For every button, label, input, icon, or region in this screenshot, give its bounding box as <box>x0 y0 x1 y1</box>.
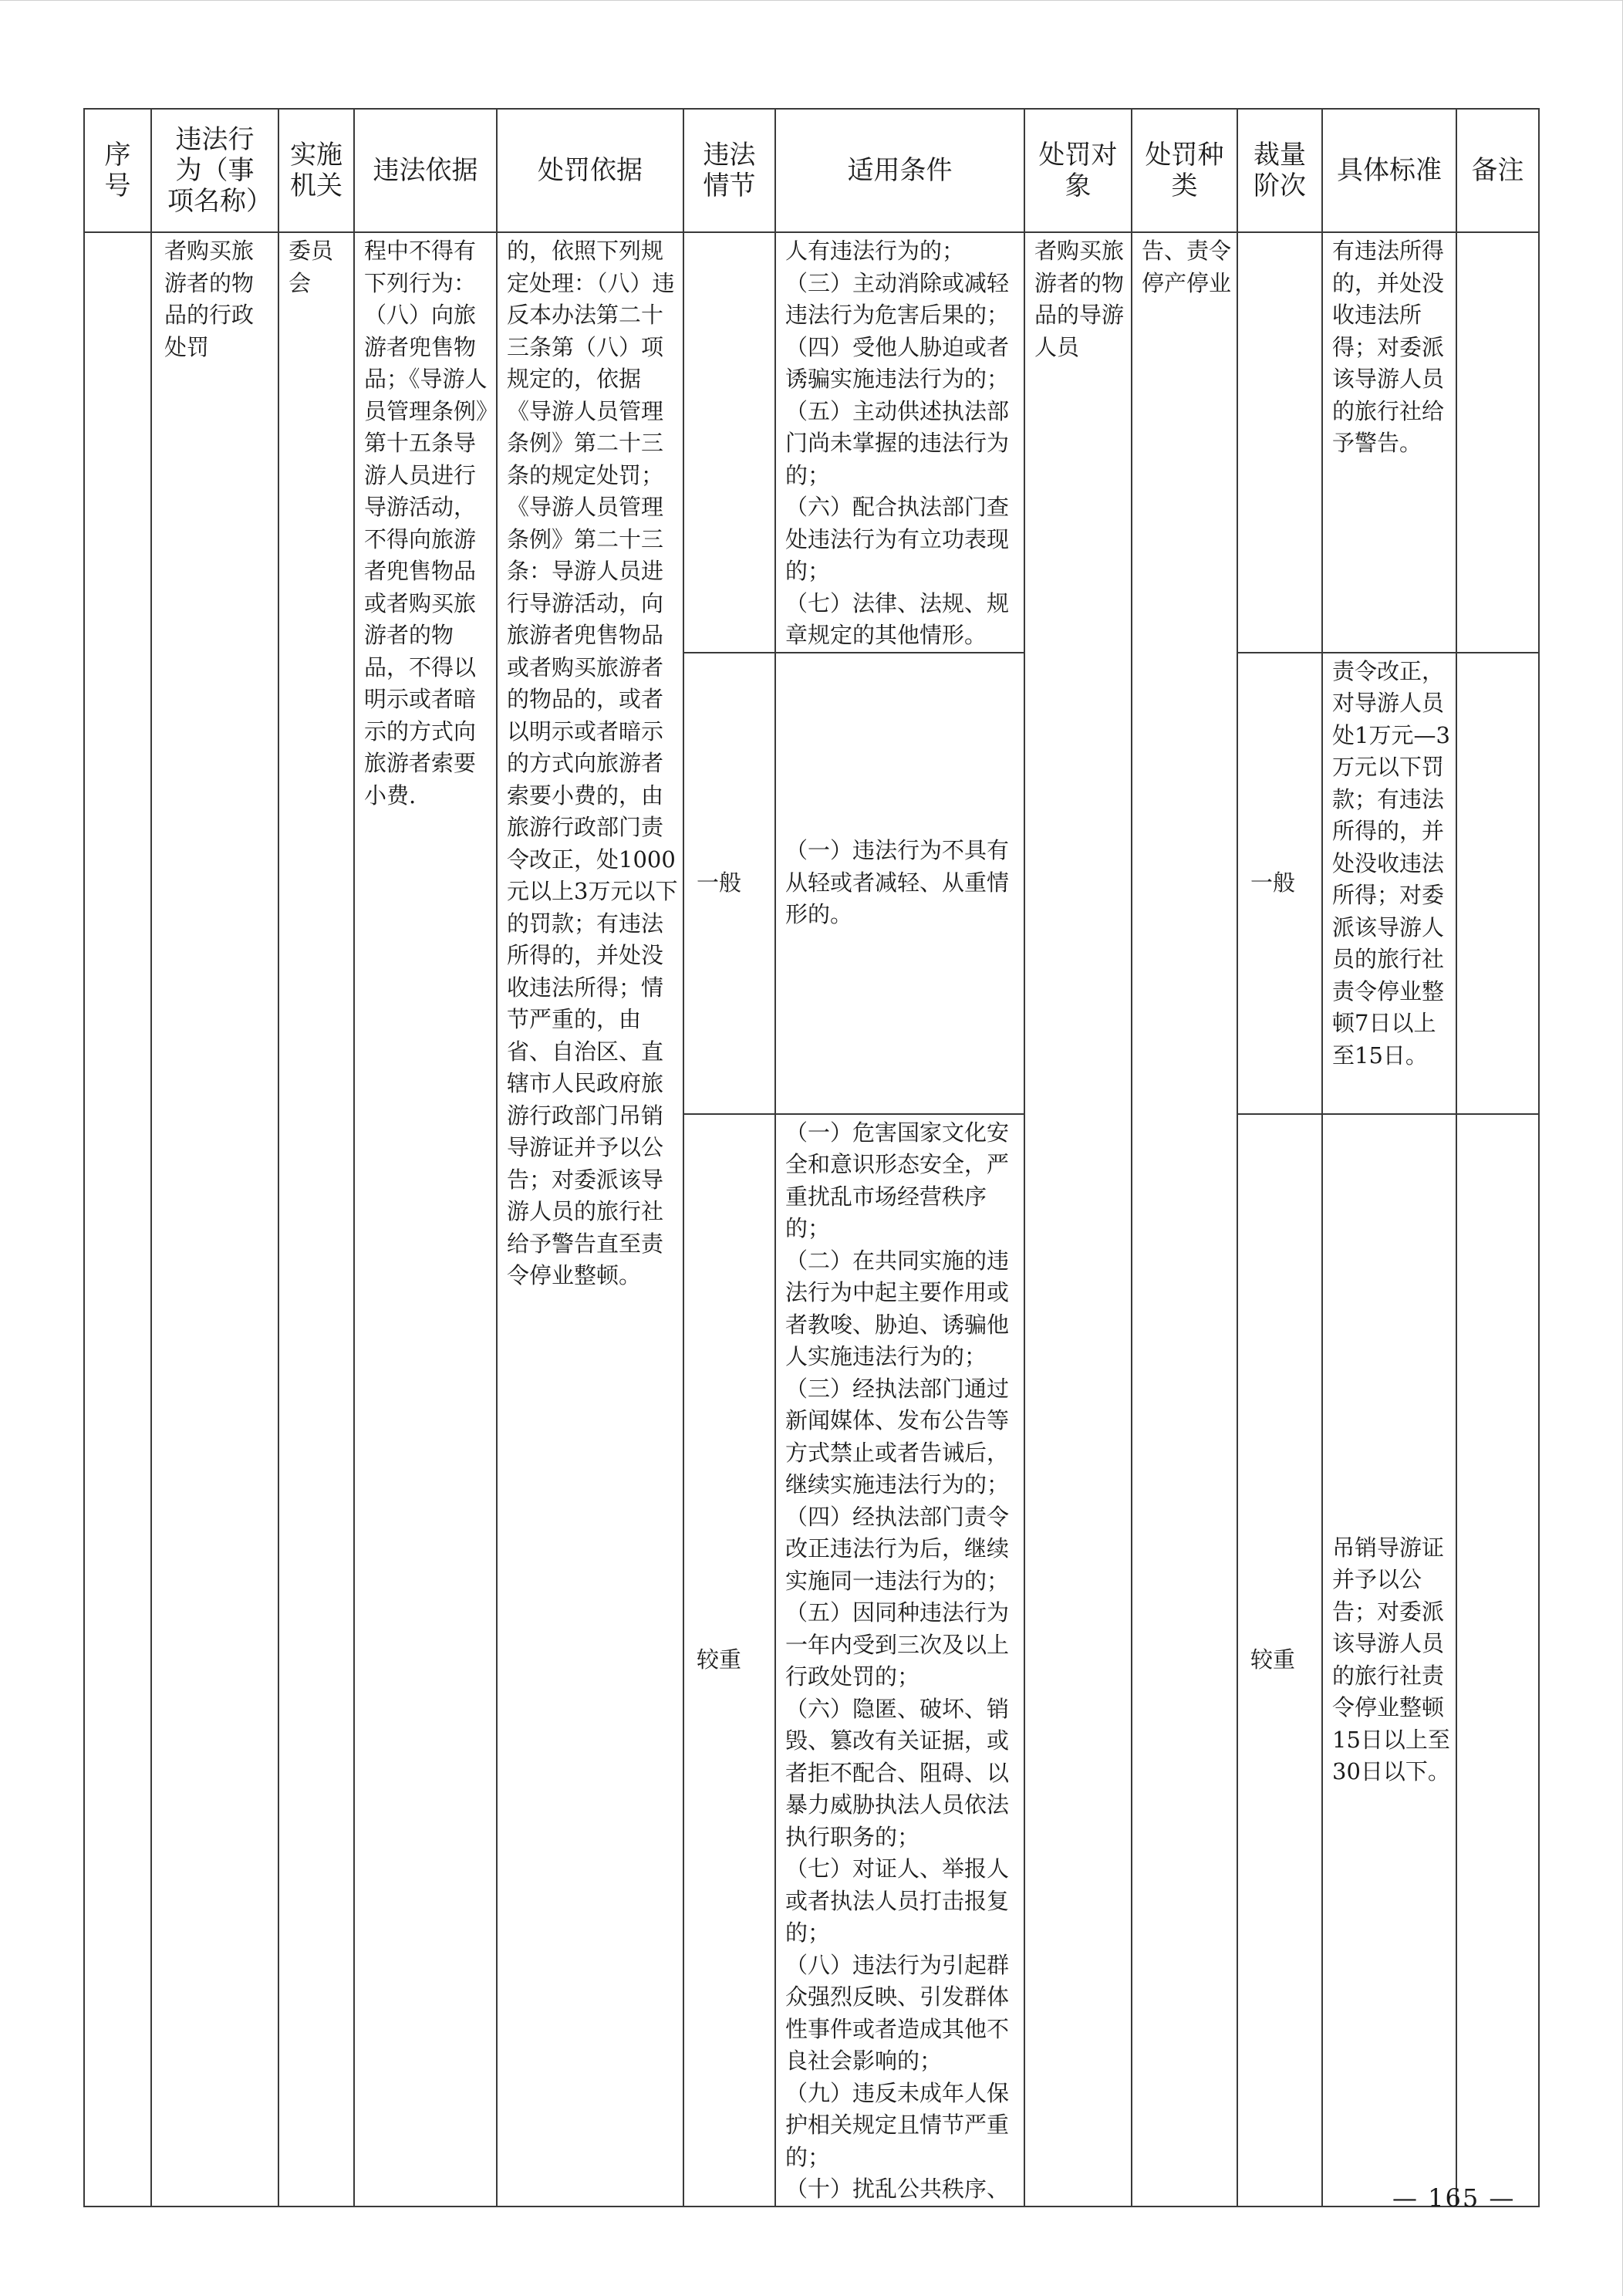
penalty-target-cell: 者购买旅游者的物品的导游人员 <box>1024 232 1132 2207</box>
header-penalty-target: 处罚对象 <box>1024 109 1132 232</box>
header-penalty-type: 处罚种类 <box>1132 109 1237 232</box>
remark-cell <box>1456 653 1539 1114</box>
discretion-level-cell: 一般 <box>1237 653 1322 1114</box>
conditions-cell <box>775 232 1024 653</box>
table-header-row <box>84 109 1539 232</box>
penalty-type-cell: 告、责令停产停业 <box>1132 232 1237 2207</box>
condition-item: （七）法律、法规、规章规定的其他情形。 <box>785 589 1010 648</box>
penalty-discretion-table <box>83 108 1540 2207</box>
header-violation-basis: 违法依据 <box>354 109 497 232</box>
specific-standard-cell: 有违法所得的，并处没收违法所得；对委派该导游人员的旅行社给予警告。 <box>1322 232 1456 653</box>
table-row <box>84 232 1539 653</box>
circumstance-cell <box>683 232 775 653</box>
specific-standard-cell: 吊销导游证并予以公告；对委派该导游人员的旅行社责令停业整顿15日以上至30日以下。 <box>1322 1114 1456 2207</box>
header-remark: 备注 <box>1456 109 1539 232</box>
violation-basis-cell: 程中不得有下列行为：（八）向旅游者兜售物品；《导游人员管理条例》第十五条导游人员进行导游活动，不得向旅游者兜售物品或者购买旅游者的物品，不得以明示或者暗示的方式向旅游者索要小费. <box>354 232 497 2207</box>
page-border-top <box>0 0 1623 1</box>
specific-standard-cell: 责令改正，对导游人员处1万元—3万元以下罚款；有违法所得的，并处没收违法所得；对委派该导游人员的旅行社责令停业整顿7日以上至15日。 <box>1322 653 1456 1114</box>
conditions-cell <box>775 653 1024 1114</box>
header-circumstance: 违法情节 <box>683 109 775 232</box>
condition-item: （七）对证人、举报人或者执法人员打击报复的； <box>785 1855 1010 1946</box>
authority-cell: 委员会 <box>278 232 354 2207</box>
page-number: — 165 — <box>1392 2183 1516 2213</box>
condition-item: （二）在共同实施的违法行为中起主要作用或者教唆、胁迫、诱骗他人实施违法行为的； <box>785 1247 1010 1369</box>
discretion-level-cell <box>1237 232 1322 653</box>
serial-cell <box>84 232 151 2207</box>
circumstance-cell: 一般 <box>683 653 775 1114</box>
header-discretion-level: 裁量阶次 <box>1237 109 1322 232</box>
penalty-basis-cell: 的，依照下列规定处理：（八）违反本办法第二十三条第（八）项规定的，依据《导游人员管理条例》第二十三条的规定处罚；《导游人员管理条例》第二十三条：导游人员进行导游活动，向旅游者兜售物品或者购买旅游者的物品的，或者以明示或者暗示的方式向旅游者索要小费的，由旅游行政部门责令改正，处1000元以上3万元以下的罚款；有违法所得的，并处没收违法所得；情节严重的，由省、自治区、直辖市人民政府旅游行政部门吊销导游证并予以公告；对委派该导游人员的旅行社给予警告直至责令停业整顿。 <box>497 232 683 2207</box>
header-conditions: 适用条件 <box>775 109 1024 232</box>
conditions-cell <box>775 1114 1024 2207</box>
condition-item: （八）违法行为引起群众强烈反映、引发群体性事件或者造成其他不良社会影响的； <box>785 1951 1010 2074</box>
remark-cell <box>1456 232 1539 653</box>
condition-item: （四）经执法部门责令改正违法行为后，继续实施同一违法行为的； <box>785 1503 1010 1594</box>
condition-item: （一）违法行为不具有从轻或者减轻、从重情形的。 <box>785 837 1010 928</box>
condition-item: （五）因同种违法行为一年内受到三次及以上行政处罚的； <box>785 1599 1010 1690</box>
condition-item: （四）受他人胁迫或者诱骗实施违法行为的； <box>785 333 1010 392</box>
header-violation-name: 违法行为（事项名称） <box>151 109 278 232</box>
condition-item: （三）经执法部门通过新闻媒体、发布公告等方式禁止或者告诫后，继续实施违法行为的； <box>785 1375 1010 1497</box>
header-serial: 序号 <box>84 109 151 232</box>
condition-item: （十）扰乱公共秩序、 <box>785 2176 1010 2202</box>
circumstance-cell: 较重 <box>683 1114 775 2207</box>
violation-name-cell: 者购买旅游者的物品的行政处罚 <box>151 232 278 2207</box>
discretion-level-cell: 较重 <box>1237 1114 1322 2207</box>
remark-cell <box>1456 1114 1539 2207</box>
condition-item: （六）配合执法部门查处违法行为有立功表现的； <box>785 494 1010 584</box>
condition-item: （一）危害国家文化安全和意识形态安全，严重扰乱市场经营秩序的； <box>785 1119 1010 1241</box>
condition-item: （九）违反未成年人保护相关规定且情节严重的； <box>785 2079 1010 2170</box>
condition-item: 人有违法行为的； <box>785 238 965 264</box>
condition-item: （五）主动供述执法部门尚未掌握的违法行为的； <box>785 397 1010 488</box>
condition-item: （三）主动消除或减轻违法行为危害后果的； <box>785 269 1010 328</box>
header-authority: 实施机关 <box>278 109 354 232</box>
header-penalty-basis: 处罚依据 <box>497 109 683 232</box>
header-specific-standard: 具体标准 <box>1322 109 1456 232</box>
condition-item: （六）隐匿、破坏、销毁、篡改有关证据，或者拒不配合、阻碍、以暴力威胁执法人员依法执行职务的； <box>785 1695 1010 1850</box>
